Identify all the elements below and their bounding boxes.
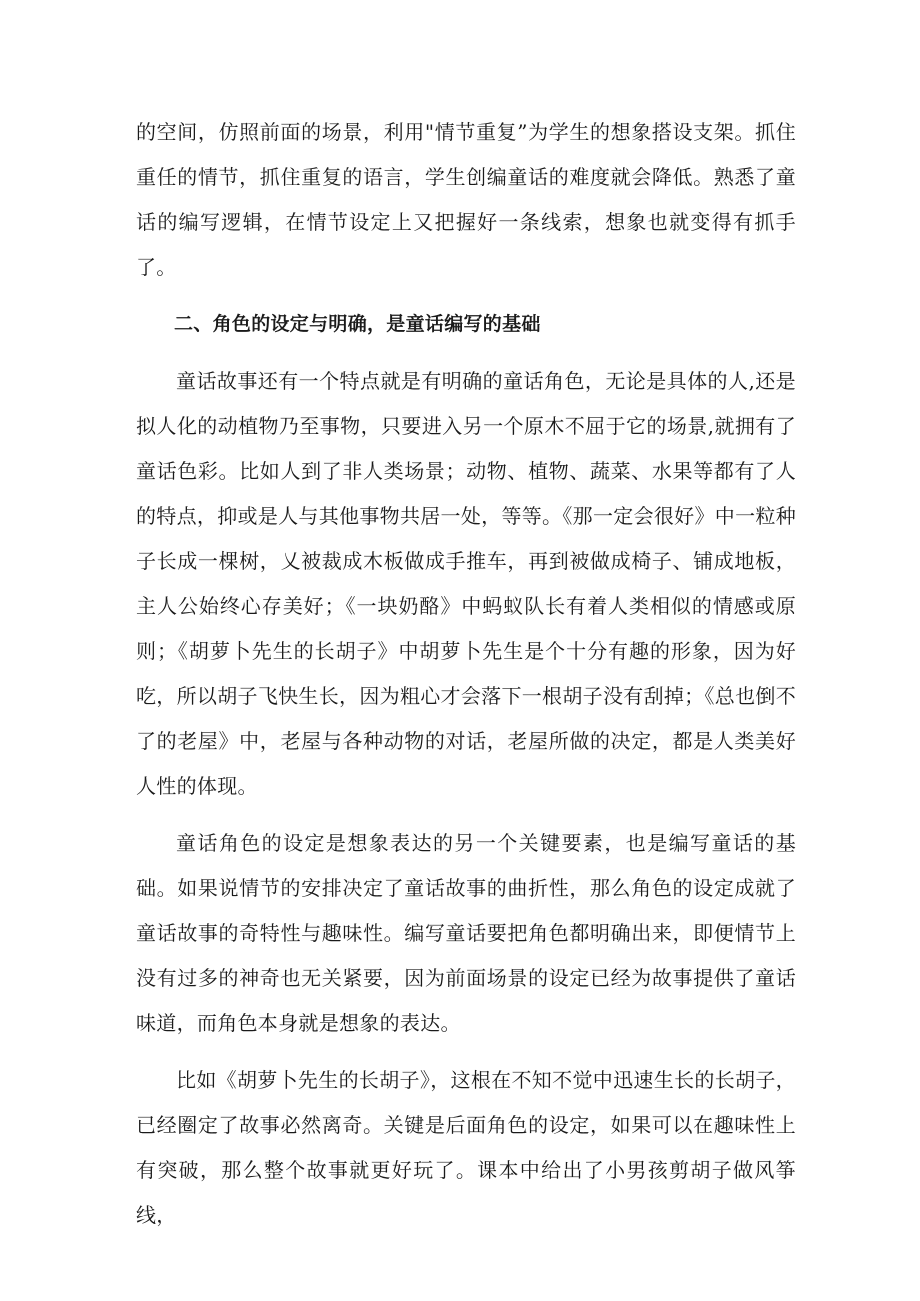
paragraph-continued: 的空间，仿照前面的场景，利用"情节重复”为学生的想象搭设支架。抓住重任的情节，抓住重复的语言，学生创编童话的难度就会降低。熟悉了童话的编写逻辑，在情节设定上又把握好一条线索，想象也就变得有抓手了。	[136, 120, 796, 279]
document-body	[136, 110, 796, 1250]
paragraph: 比如《胡萝卜先生的长胡子》，这根在不知不觉中迅速生长的长胡子，已经圈定了故事必然离奇。关键是后面角色的设定，如果可以在趣味性上有突破，那么整个故事就更好玩了。课本中给出了小男孩剪胡子做风筝线，	[136, 1068, 796, 1227]
paragraph: 童话角色的设定是想象表达的另一个关键要素，也是编写童话的基础。如果说情节的安排决定了童话故事的曲折性，那么角色的设定成就了童话故事的奇特性与趣味性。编写童话要把角色都明确出来，即便情节上没有过多的神奇也无关紧要，因为前面场景的设定已经为故事提供了童话味道，而角色本身就是想象的表达。	[136, 831, 796, 1035]
paragraph: 童话故事还有一个特点就是有明确的童话角色，无论是具体的人,还是拟人化的动植物乃至事物，只要进入另一个原木不屈于它的场景,就拥有了童话色彩。比如人到了非人类场景；动物、植物、蔬菜、水果等都有了人的特点，抑或是人与其他事物共居一处，等等。《那一定会很好》中一粒种子长成一棵树，乂被裁成木板做成手推车，再到被做成椅子、铺成地板，主人公始终心存美好；《一块奶酪》中蚂蚁队长有着人类相似的情感或原则；《胡萝卜先生的长胡子》中胡萝卜先生是个十分有趣的形象，因为好吃，所以胡子飞快生长，因为粗心才会落下一根胡子没有刮掉；《总也倒不了的老屋》中，老屋与各种动物的对话，老屋所做的决定，都是人类美好人性的体现。	[136, 369, 796, 798]
section-heading: 二、角色的设定与明确，是童话编写的基础	[174, 313, 541, 335]
